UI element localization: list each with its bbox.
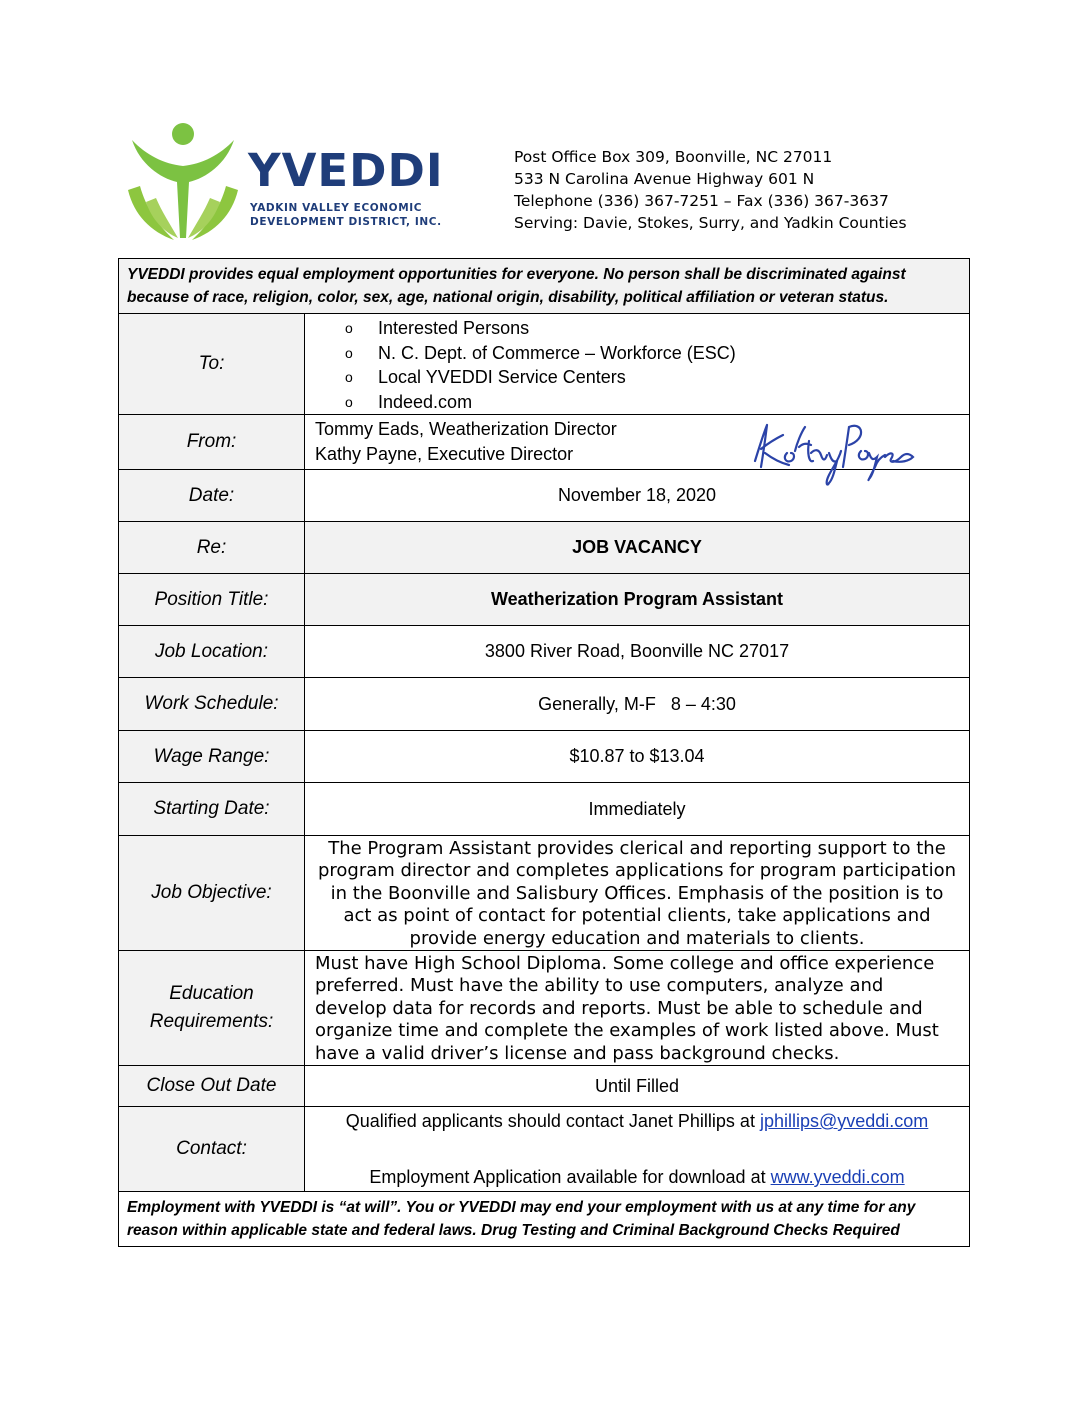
- recipient: Indeed.com: [378, 391, 473, 412]
- logo-subtitle: [250, 201, 442, 229]
- education-label-line2: Requirements:: [149, 1011, 274, 1033]
- schedule-value: Generally, M-F 8 – 4:30: [305, 678, 970, 731]
- recipient: Local YVEDDI Service Centers: [378, 367, 626, 387]
- from-value: [305, 415, 970, 470]
- service-area-line: Serving: Davie, Stokes, Surry, and Yadkin Counties: [514, 214, 907, 232]
- contact-row: [119, 1107, 970, 1192]
- location-value: 3800 River Road, Boonville NC 27017: [305, 626, 970, 678]
- signature-icon: [745, 413, 925, 493]
- bullet-icon: o: [345, 369, 353, 385]
- yveddi-logo: [126, 120, 456, 245]
- start-row: [119, 783, 970, 836]
- date-label: Date:: [119, 470, 305, 522]
- at-will-line2: reason within applicable state and federal laws. Drug Testing and Criminal Background Checks Required: [127, 1222, 900, 1240]
- wage-row: [119, 731, 970, 783]
- recipient: N. C. Dept. of Commerce – Workforce (ESC): [378, 342, 736, 363]
- address-line: 533 N Carolina Avenue Highway 601 N: [514, 170, 815, 188]
- position-title: Weatherization Program Assistant: [305, 574, 970, 626]
- schedule-row: [119, 678, 970, 731]
- job-vacancy-table: [118, 258, 970, 1247]
- bullet-icon: o: [345, 344, 353, 361]
- contact-label: Contact:: [119, 1107, 305, 1192]
- date-value: November 18, 2020: [305, 470, 970, 522]
- from-row: [119, 415, 970, 470]
- application-line: [305, 1163, 969, 1191]
- objective-row: [119, 836, 970, 951]
- close-value: Until Filled: [305, 1066, 970, 1107]
- re-label: Re:: [119, 522, 305, 574]
- contact-text: Qualified applicants should contact Janet Phillips at: [345, 1111, 760, 1132]
- eeo-notice-line2: because of race, religion, color, sex, age, national origin, disability, political affiliation or veteran status.: [127, 289, 889, 306]
- logo-wordmark: YVEDDI: [248, 144, 444, 197]
- application-text: Employment Application available for download at: [369, 1167, 771, 1188]
- education-row: [119, 951, 970, 1066]
- start-value: Immediately: [305, 783, 970, 836]
- list-item: [345, 341, 969, 366]
- education-label: [119, 951, 305, 1066]
- contact-value: [305, 1107, 970, 1192]
- website-link[interactable]: www.yveddi.com: [770, 1167, 905, 1188]
- eeo-notice: [119, 259, 970, 314]
- eeo-notice-line1: YVEDDI provides equal employment opportunities for everyone. No person shall be discriminated against: [127, 266, 906, 283]
- bullet-icon: o: [345, 320, 353, 336]
- wage-value: $10.87 to $13.04: [305, 731, 970, 783]
- objective-value: The Program Assistant provides clerical and reporting support to the program director and completes applications for program participation in the Boonville and Salisbury Offices. Emphasis of the position is to act as point of contact for potential clients, take applications and provide energy education and materials to clients.: [305, 836, 970, 951]
- re-value: JOB VACANCY: [305, 522, 970, 574]
- from-label: From:: [119, 415, 305, 470]
- schedule-label: Work Schedule:: [119, 678, 305, 731]
- close-row: [119, 1066, 970, 1107]
- education-value: Must have High School Diploma. Some college and office experience preferred. Must have the ability to use computers, analyze and develop data for records and reports. Must be able to schedule and organize time and complete the examples of work listed above. Must have a valid driver’s license and pass background checks.: [305, 951, 970, 1066]
- logo-figure-icon: [126, 120, 246, 245]
- education-label-line1: Education: [169, 983, 254, 1005]
- location-row: [119, 626, 970, 678]
- recipient-list: [305, 314, 969, 414]
- location-label: Job Location:: [119, 626, 305, 678]
- to-value: [305, 314, 970, 415]
- wage-label: Wage Range:: [119, 731, 305, 783]
- contact-line: [305, 1107, 969, 1135]
- phone-fax-line: Telephone (336) 367-7251 – Fax (336) 367-3637: [514, 192, 889, 210]
- logo-subtitle-line1: YADKIN VALLEY ECONOMIC: [250, 202, 423, 214]
- sender-2: Kathy Payne, Executive Director: [315, 444, 574, 464]
- email-link[interactable]: jphillips@yveddi.com: [759, 1111, 929, 1132]
- list-item: [345, 316, 969, 341]
- list-item: [345, 365, 969, 390]
- re-row: [119, 522, 970, 574]
- position-row: [119, 574, 970, 626]
- start-label: Starting Date:: [119, 783, 305, 836]
- list-item: [345, 390, 969, 415]
- position-label: Position Title:: [119, 574, 305, 626]
- address-block: [514, 146, 907, 234]
- logo-subtitle-line2: DEVELOPMENT DISTRICT, INC.: [250, 216, 442, 228]
- close-label: Close Out Date: [119, 1066, 305, 1107]
- sender-1: Tommy Eads, Weatherization Director: [315, 419, 617, 439]
- recipient: Interested Persons: [378, 318, 530, 338]
- address-line: Post Office Box 309, Boonville, NC 27011: [514, 148, 833, 166]
- objective-label: Job Objective:: [119, 836, 305, 951]
- to-row: [119, 314, 970, 415]
- at-will-notice: [119, 1192, 970, 1247]
- to-label: To:: [119, 314, 305, 415]
- bullet-icon: o: [345, 393, 353, 410]
- at-will-line1: Employment with YVEDDI is “at will”. You or YVEDDI may end your employment with us at any time for any: [127, 1199, 916, 1217]
